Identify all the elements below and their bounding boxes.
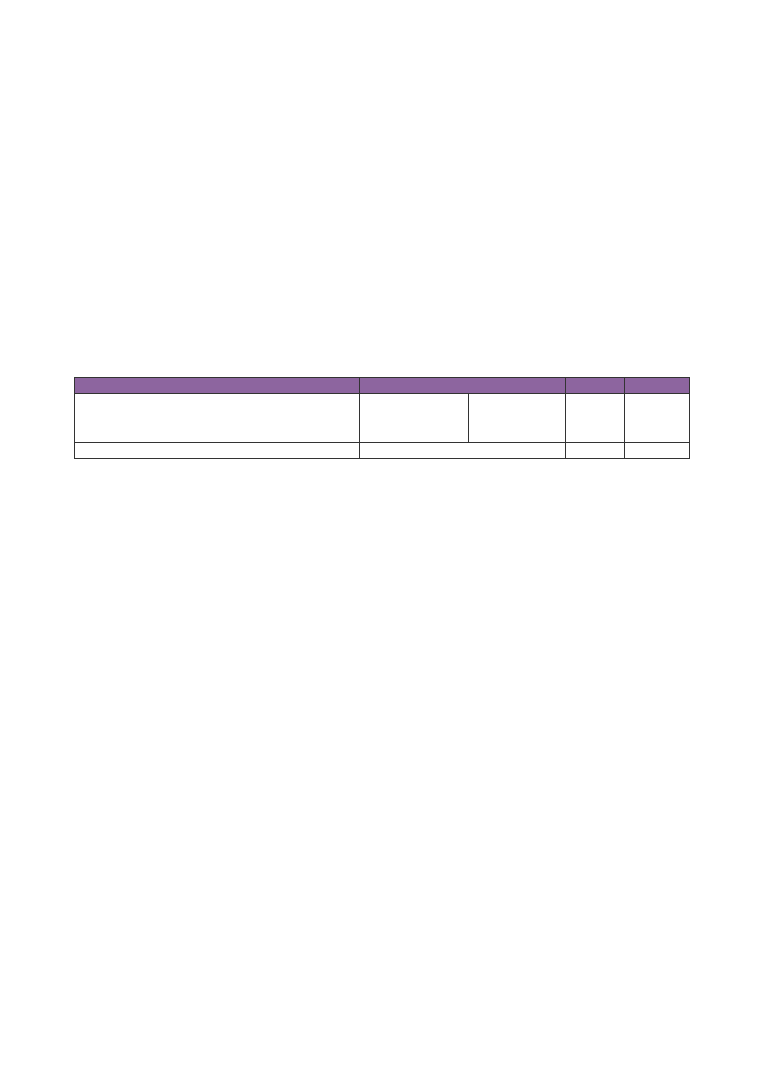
cell-unit	[625, 443, 690, 459]
table-row	[75, 443, 690, 459]
leukogram-header	[75, 394, 690, 443]
leukogram-relative-header	[359, 394, 469, 443]
neovet-logo	[58, 58, 180, 94]
empty-cell	[625, 394, 690, 443]
leukogram-label	[75, 394, 360, 443]
cell-result	[359, 443, 566, 459]
results-table	[74, 377, 690, 459]
table-header-row	[75, 378, 690, 394]
header-result	[359, 378, 566, 394]
leukogram-absolute-header	[469, 394, 566, 443]
header-units	[625, 378, 690, 394]
table-body-bottom	[75, 443, 690, 459]
cell-indicator	[75, 443, 360, 459]
header-indicators	[75, 378, 360, 394]
info-left	[60, 144, 257, 168]
header-norms	[566, 378, 625, 394]
cell-norm	[566, 443, 625, 459]
analysis-number-block	[702, 66, 706, 87]
info-right	[250, 178, 553, 202]
empty-cell	[566, 394, 625, 443]
table-row	[75, 394, 690, 443]
